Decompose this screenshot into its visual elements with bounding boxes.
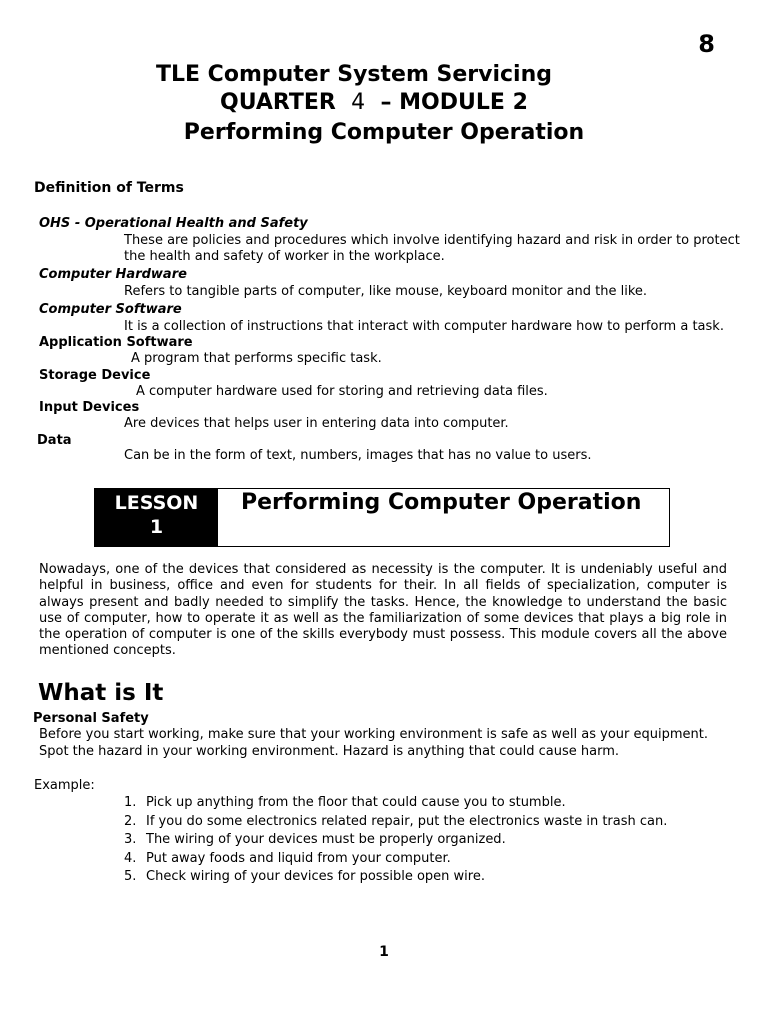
document-title: TLE Computer System Servicing [155, 62, 553, 87]
term-ohs: OHS - Operational Health and Safety [39, 216, 308, 231]
list-item-text: If you do some electronics related repair, put the electronics waste in trash can. [146, 813, 668, 829]
desc-application-software: A program that performs specific task. [131, 351, 382, 366]
term-computer-software: Computer Software [39, 302, 182, 317]
intro-paragraph: Nowadays, one of the devices that considered as necessity is the computer. It is undeniably useful and helpful in business, office and even for students for their. In all fields of specialization, computer is always present and badly needed to simplify the tasks. Hence, the knowledge to understand the basic use of computer, how to operate it as well as the familiarization of some devices that plays a big role in the operation of computer is one of the skills everybody must possess. This module covers all the above mentioned concepts. [39, 562, 727, 659]
lesson-banner [94, 488, 670, 547]
list-item-text: Check wiring of your devices for possible open wire. [146, 869, 485, 885]
term-storage-device: Storage Device [39, 368, 151, 383]
lesson-title: Performing Computer Operation [241, 490, 642, 515]
list-item [118, 794, 667, 813]
personal-safety-line1: Before you start working, make sure that your working environment is safe as well as your equipment. [39, 727, 708, 742]
grade-number: 8 [698, 30, 715, 58]
list-item [118, 850, 667, 869]
desc-ohs-line1: These are policies and procedures which involve identifying hazard and risk in order to protect [124, 233, 740, 248]
personal-safety-heading: Personal Safety [33, 711, 149, 726]
desc-ohs-line2: the health and safety of worker in the workplace. [124, 249, 445, 264]
term-data: Data [37, 433, 72, 448]
example-list [118, 794, 667, 887]
list-item-number: 3. [124, 832, 137, 848]
list-item [118, 868, 667, 887]
list-item-text: Put away foods and liquid from your computer. [146, 850, 451, 866]
lesson-label [95, 489, 218, 546]
lesson-label-text: LESSON [114, 492, 199, 514]
term-computer-hardware: Computer Hardware [39, 267, 187, 282]
list-item-text: Pick up anything from the floor that could cause you to stumble. [146, 795, 566, 810]
desc-computer-software: It is a collection of instructions that interact with computer hardware how to perform a task. [124, 319, 724, 334]
list-item-number: 2. [124, 813, 137, 829]
definitions-heading: Definition of Terms [34, 180, 184, 196]
list-item-number: 5. [124, 869, 137, 885]
list-item-number: 4. [124, 850, 137, 866]
page-number: 1 [379, 944, 389, 960]
list-item [118, 813, 667, 832]
desc-computer-hardware: Refers to tangible parts of computer, like mouse, keyboard monitor and the like. [124, 284, 648, 299]
what-is-it-heading: What is It [38, 680, 164, 706]
list-item [118, 831, 667, 850]
list-item-number: 1. [124, 795, 137, 810]
personal-safety-line2: Spot the hazard in your working environment. Hazard is anything that could cause harm. [39, 744, 620, 759]
term-input-devices: Input Devices [39, 400, 140, 415]
document-subtitle: Performing Computer Operation [183, 120, 585, 145]
quarter-label: QUARTER [220, 90, 336, 115]
example-label: Example: [34, 778, 95, 793]
term-application-software: Application Software [39, 335, 193, 350]
module-label: – MODULE 2 [380, 90, 528, 115]
desc-input-devices: Are devices that helps user in entering data into computer. [124, 416, 509, 431]
lesson-number: 1 [149, 516, 164, 538]
list-item-text: The wiring of your devices must be properly organized. [146, 832, 506, 848]
quarter-module-line [220, 90, 528, 115]
desc-storage-device: A computer hardware used for storing and retrieving data files. [136, 384, 548, 399]
desc-data: Can be in the form of text, numbers, images that has no value to users. [124, 448, 592, 463]
quarter-number: 4 [351, 90, 366, 115]
